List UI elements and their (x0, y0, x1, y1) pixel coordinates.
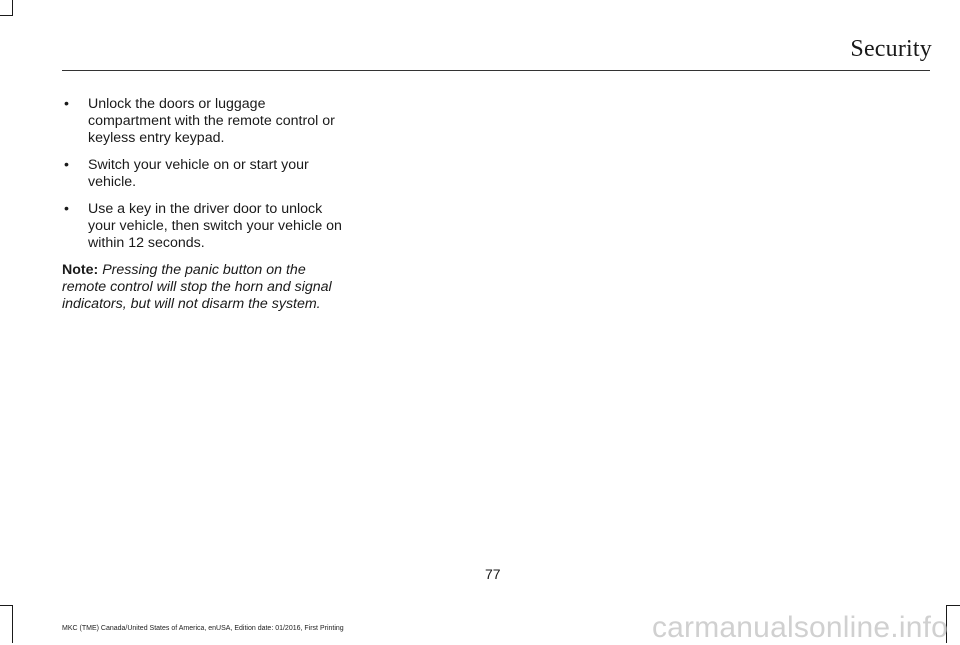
edition-footer: MKC (TME) Canada/United States of America, enUSA, Edition date: 01/2016, First Printing (62, 625, 344, 632)
crop-mark (0, 15, 13, 16)
bullet-icon: • (64, 157, 69, 173)
list-item-text: Use a key in the driver door to unlock your vehicle, then switch your vehicle on within 12 seconds. (88, 201, 342, 251)
crop-mark (946, 605, 960, 606)
bullet-list (62, 96, 344, 252)
note-label: Note: (62, 262, 99, 278)
list-item-text: Unlock the doors or luggage compartment with the remote control or keyless entry keypad. (88, 96, 335, 146)
list-item (62, 201, 344, 252)
watermark: carmanualsonline.info (651, 611, 948, 644)
crop-mark (0, 605, 13, 606)
header-divider (62, 70, 930, 71)
note-text: Pressing the panic button on the remote control will stop the horn and signal indicators, but will not disarm the system. (62, 262, 332, 312)
page-number: 77 (485, 566, 501, 582)
section-title: Security (850, 36, 932, 62)
content-column (62, 96, 344, 327)
list-item-text: Switch your vehicle on or start your vehicle. (88, 157, 309, 190)
bullet-icon: • (64, 201, 69, 217)
note-paragraph (62, 262, 344, 313)
list-item (62, 96, 344, 147)
list-item (62, 157, 344, 191)
bullet-icon: • (64, 96, 69, 112)
crop-mark (12, 0, 13, 16)
crop-mark (12, 605, 13, 643)
